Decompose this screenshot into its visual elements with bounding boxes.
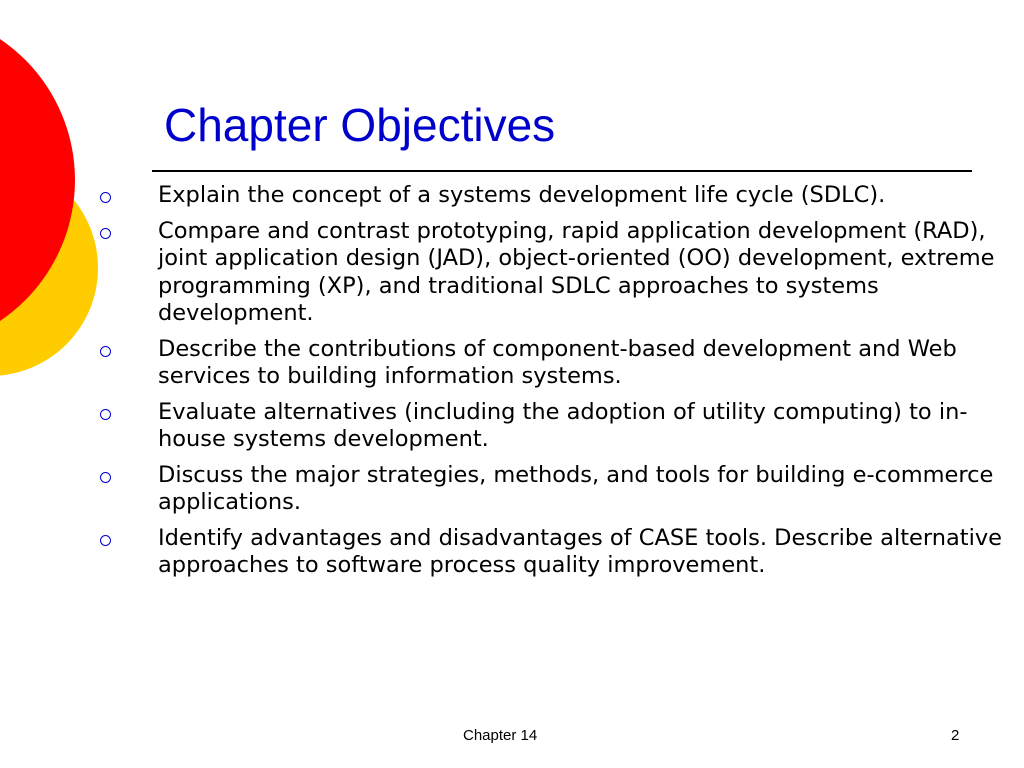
objectives-list <box>96 182 1006 588</box>
objective-text: Compare and contrast prototyping, rapid application development (RAD), joint application design (JAD), object-oriented (OO) development, extreme programming (XP), and traditional SDLC approaches to systems development. <box>158 217 995 326</box>
circle-bullet-icon <box>100 346 111 357</box>
circle-bullet-icon <box>100 228 111 239</box>
objective-item <box>96 182 1006 210</box>
objective-text: Evaluate alternatives (including the adoption of utility computing) to in-house systems development. <box>158 398 968 452</box>
objective-item <box>96 462 1006 517</box>
page-number: 2 <box>951 727 960 744</box>
decorative-circles <box>0 0 110 410</box>
objective-item <box>96 218 1006 328</box>
objective-text: Discuss the major strategies, methods, and tools for building e-commerce applications. <box>158 461 994 515</box>
objective-item <box>96 336 1006 391</box>
circle-bullet-icon <box>100 535 111 546</box>
objective-item <box>96 525 1006 580</box>
objective-text: Describe the contributions of component-based development and Web services to building information systems. <box>158 335 957 389</box>
title-divider <box>152 170 972 172</box>
objective-text: Explain the concept of a systems development life cycle (SDLC). <box>158 182 886 208</box>
circle-bullet-icon <box>100 472 111 483</box>
footer-chapter-label: Chapter 14 <box>463 727 538 744</box>
objective-text: Identify advantages and disadvantages of CASE tools. Describe alternative approaches to software process quality improvement. <box>158 524 1003 578</box>
circle-bullet-icon <box>100 192 111 203</box>
slide-title: Chapter Objectives <box>164 99 556 151</box>
circle-bullet-icon <box>100 409 111 420</box>
objective-item <box>96 399 1006 454</box>
